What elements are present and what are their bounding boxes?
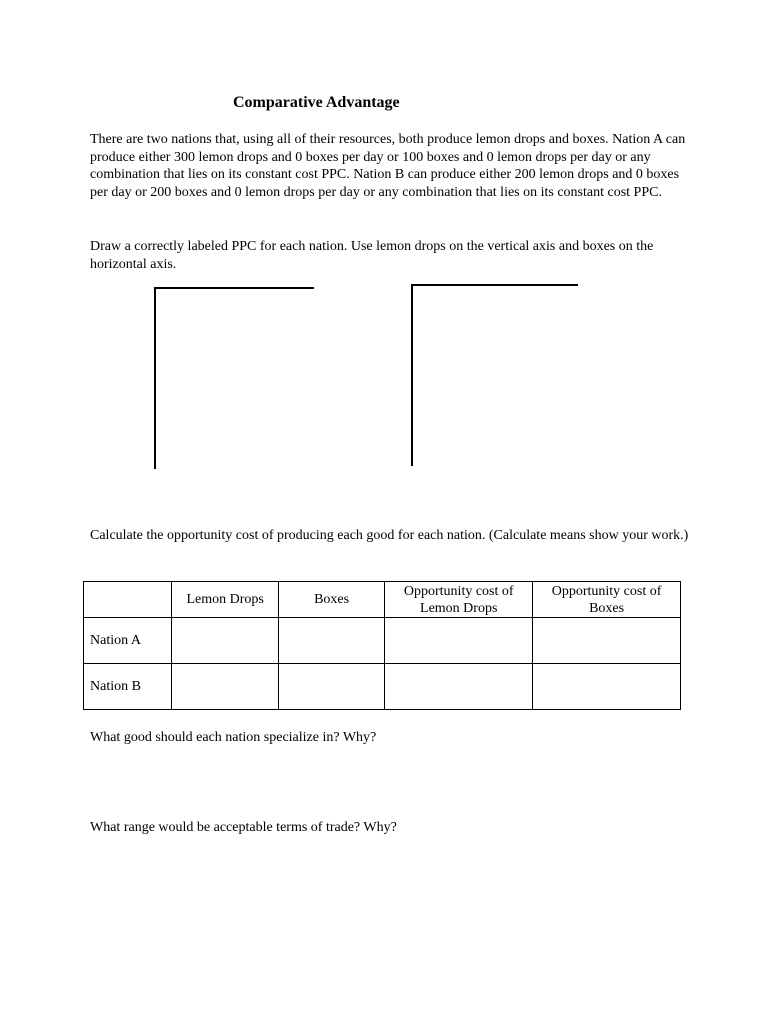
- row-label-nation-b: Nation B: [84, 664, 172, 710]
- cell-nation-b-oc-boxes[interactable]: [533, 664, 681, 710]
- intro-paragraph: There are two nations that, using all of their resources, both produce lemon drops and boxes. Nation A can produce either 300 lemon drops and 0 boxes per day or 100 boxes and 0 lemon drops per day or any combination that lies on its constant cost PPC. Nation B can produce either 200 lemon drops and 0 boxes per day or 200 boxes and 0 lemon drops per day or any combination that lies on its constant cost PPC.: [90, 132, 686, 201]
- table-header-blank: [84, 582, 172, 618]
- cell-nation-b-oc-lemon-drops[interactable]: [385, 664, 533, 710]
- ppc-vertical-axis-b: [411, 284, 413, 466]
- table-row: [84, 618, 681, 664]
- ppc-drawing-area-nation-b: [411, 284, 579, 466]
- page-title: Comparative Advantage: [233, 94, 400, 111]
- table-header-row: [84, 582, 681, 618]
- table-header-lemon-drops: Lemon Drops: [172, 582, 278, 618]
- ppc-top-line-b: [411, 284, 578, 286]
- table-header-boxes: Boxes: [278, 582, 384, 618]
- table-row: [84, 664, 681, 710]
- question-specialize: What good should each nation specialize in? Why?: [90, 730, 377, 745]
- ppc-vertical-axis-a: [154, 287, 156, 469]
- cell-nation-b-lemon-drops[interactable]: [172, 664, 278, 710]
- calculate-instruction: Calculate the opportunity cost of producing each good for each nation. (Calculate means show your work.): [90, 528, 689, 543]
- ppc-drawing-area-nation-a: [154, 287, 316, 469]
- cell-nation-a-boxes[interactable]: [278, 618, 384, 664]
- cell-nation-a-lemon-drops[interactable]: [172, 618, 278, 664]
- table-header-oc-lemon-drops: Opportunity cost of Lemon Drops: [385, 582, 533, 618]
- cell-nation-a-oc-lemon-drops[interactable]: [385, 618, 533, 664]
- cell-nation-b-boxes[interactable]: [278, 664, 384, 710]
- opportunity-cost-table: [83, 581, 681, 710]
- question-terms-of-trade: What range would be acceptable terms of trade? Why?: [90, 820, 397, 835]
- row-label-nation-a: Nation A: [84, 618, 172, 664]
- draw-instruction: Draw a correctly labeled PPC for each nation. Use lemon drops on the vertical axis and boxes on the horizontal axis.: [90, 239, 654, 272]
- cell-nation-a-oc-boxes[interactable]: [533, 618, 681, 664]
- table-header-oc-boxes: Opportunity cost of Boxes: [533, 582, 681, 618]
- ppc-top-line-a: [154, 287, 314, 289]
